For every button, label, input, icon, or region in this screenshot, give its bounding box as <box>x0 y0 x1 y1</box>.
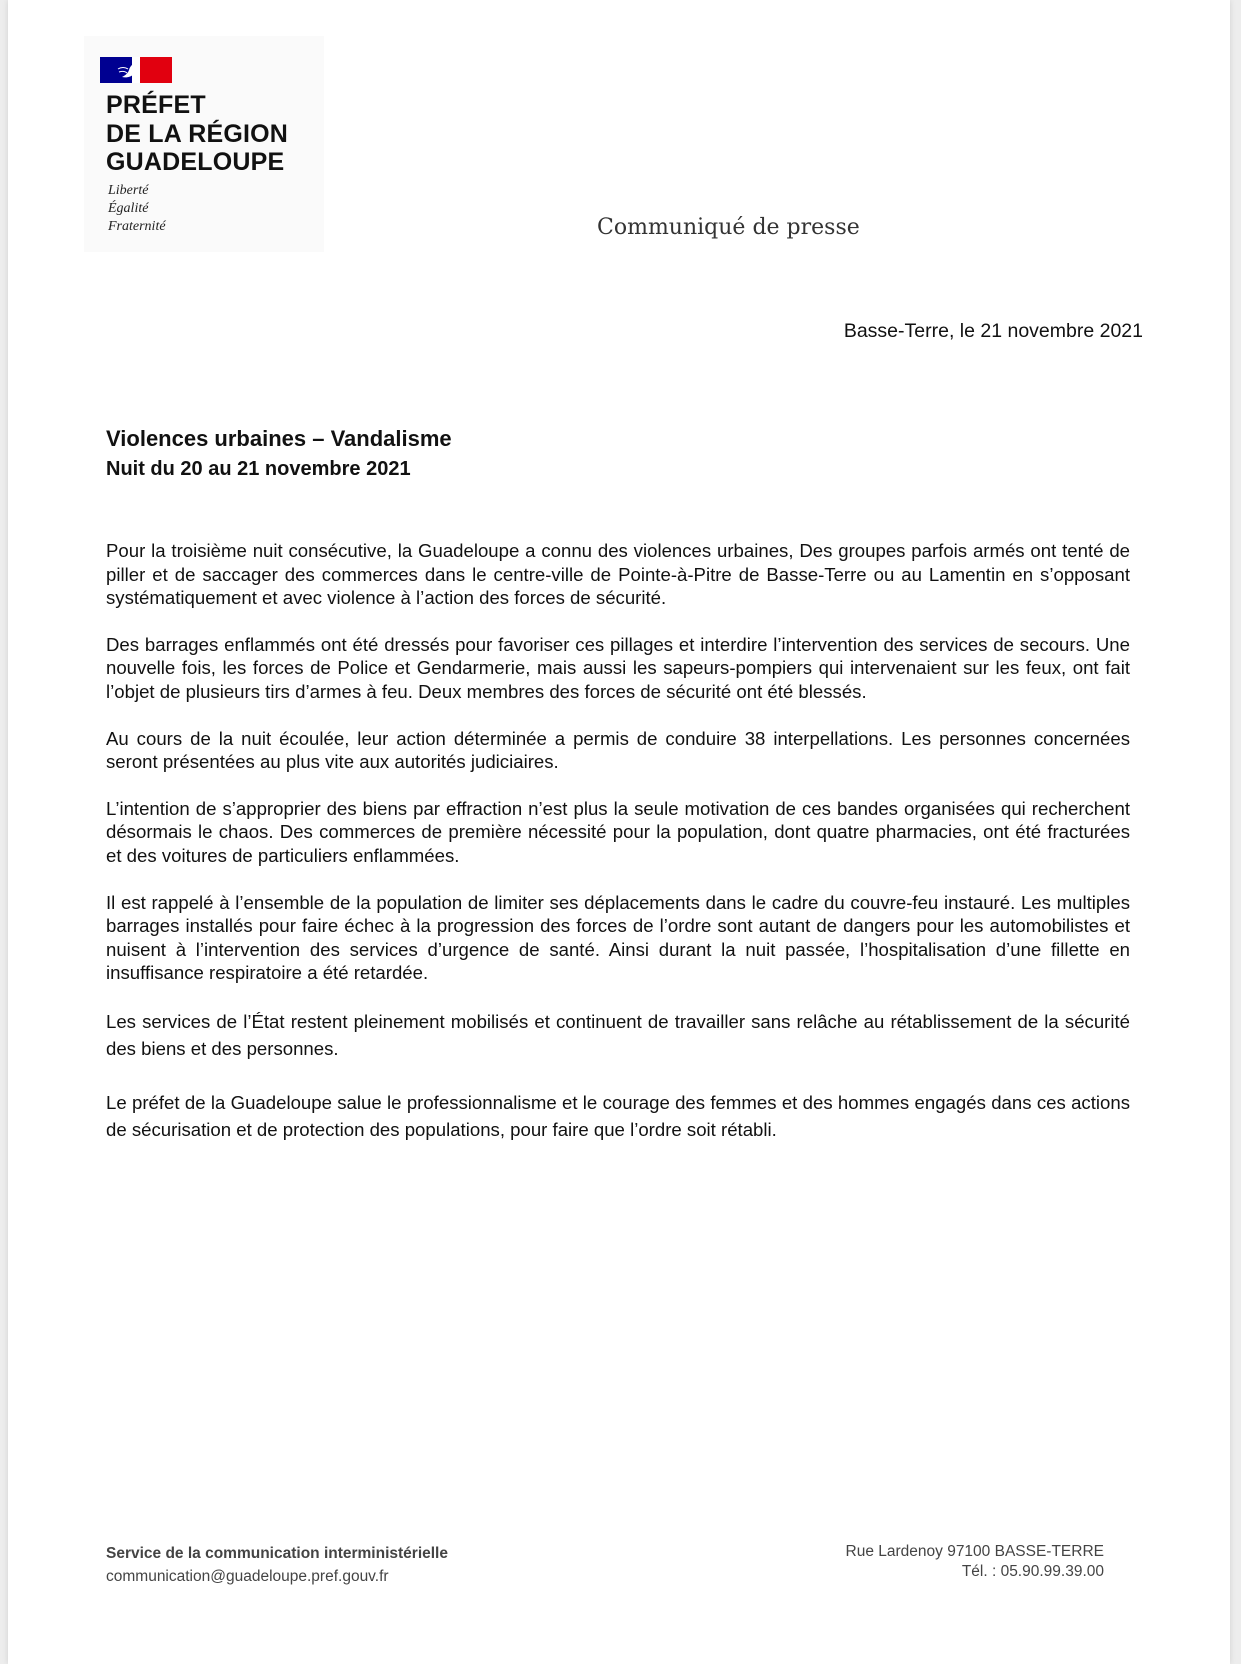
press-release-subtitle: Nuit du 20 au 21 novembre 2021 <box>106 458 411 480</box>
body-paragraph: Des barrages enflammés ont été dressés pour favoriser ces pillages et interdire l’intervention des services de secours. Une nouvelle fois, les forces de Police et Gendarmerie, mais aussi les sapeurs-pompiers qui intervenaient sur les feux, ont fait l’objet de plusieurs tirs d’armes à feu. Deux membres des forces de sécurité ont été blessés. <box>106 633 1130 702</box>
motto-fraternite: Fraternité <box>108 219 166 234</box>
footer-address <box>846 1542 1104 1582</box>
emblem-line-1: PRÉFET <box>106 91 206 119</box>
body-paragraph: Au cours de la nuit écoulée, leur action déterminée a permis de conduire 38 interpellations. Les personnes concernées seront présentées au plus vite aux autorités judiciaires. <box>106 727 1130 773</box>
date-line: Basse-Terre, le 21 novembre 2021 <box>843 320 1143 342</box>
emblem-line-3: GUADELOUPE <box>106 148 285 176</box>
motto-liberte: Liberté <box>108 183 149 198</box>
motto-egalite: Égalité <box>108 201 149 216</box>
body-paragraph: Les services de l’État restent pleinement mobilisés et continuent de travailler sans relâche au rétablissement de la sécurité des biens et des personnes. <box>106 1010 1130 1059</box>
footer-email: communication@guadeloupe.pref.gouv.fr <box>106 1568 389 1585</box>
body-paragraph: Le préfet de la Guadeloupe salue le professionnalisme et le courage des femmes et des hommes engagés dans ces actions de sécurisation et de protection des populations, pour faire que l’ordre soit rétabli. <box>106 1091 1130 1140</box>
marianne-profile-icon <box>100 57 172 83</box>
marianne-flag-logo <box>100 57 172 83</box>
prefecture-emblem-title <box>106 91 336 177</box>
body-paragraph: L’intention de s’approprier des biens par effraction n’est plus la seule motivation de ces bandes organisées qui recherchent désormais le chaos. Des commerces de première nécessité pour la population, dont quatre pharmacies, ont été fracturées et des voitures de particuliers enflammées. <box>106 797 1130 866</box>
body-paragraph: Pour la troisième nuit consécutive, la Guadeloupe a connu des violences urbaines, Des groupes parfois armés ont tenté de piller et de saccager des commerces dans le centre-ville de Pointe-à-Pitre de Basse-Terre ou au Lamentin en s’opposant systématiquement et avec violence à l’action des forces de sécurité. <box>106 540 1130 609</box>
footer-service-name: Service de la communication interministérielle <box>106 1545 448 1562</box>
footer-contact <box>106 1542 448 1588</box>
document-type: Communiqué de presse <box>597 215 860 240</box>
footer-phone: Tél. : 05.90.99.39.00 <box>961 1563 1104 1580</box>
footer-street-address: Rue Lardenoy 97100 BASSE-TERRE <box>845 1543 1104 1560</box>
emblem-line-2: DE LA RÉGION <box>106 119 289 148</box>
body-paragraph: Il est rappelé à l’ensemble de la population de limiter ses déplacements dans le cadre du couvre-feu instauré. Les multiples barrages installés pour faire échec à la progression des forces de l’ordre sont autant de dangers pour les automobilistes et nuisent à l’intervention des services d’urgence de santé. Ainsi durant la nuit passée, l’hospitalisation d’une fillette en insuffisance respiratoire a été retardée. <box>106 891 1130 984</box>
republic-motto <box>108 182 166 236</box>
press-release-title: Violences urbaines – Vandalisme <box>106 426 452 451</box>
press-release-body <box>106 539 1130 1170</box>
